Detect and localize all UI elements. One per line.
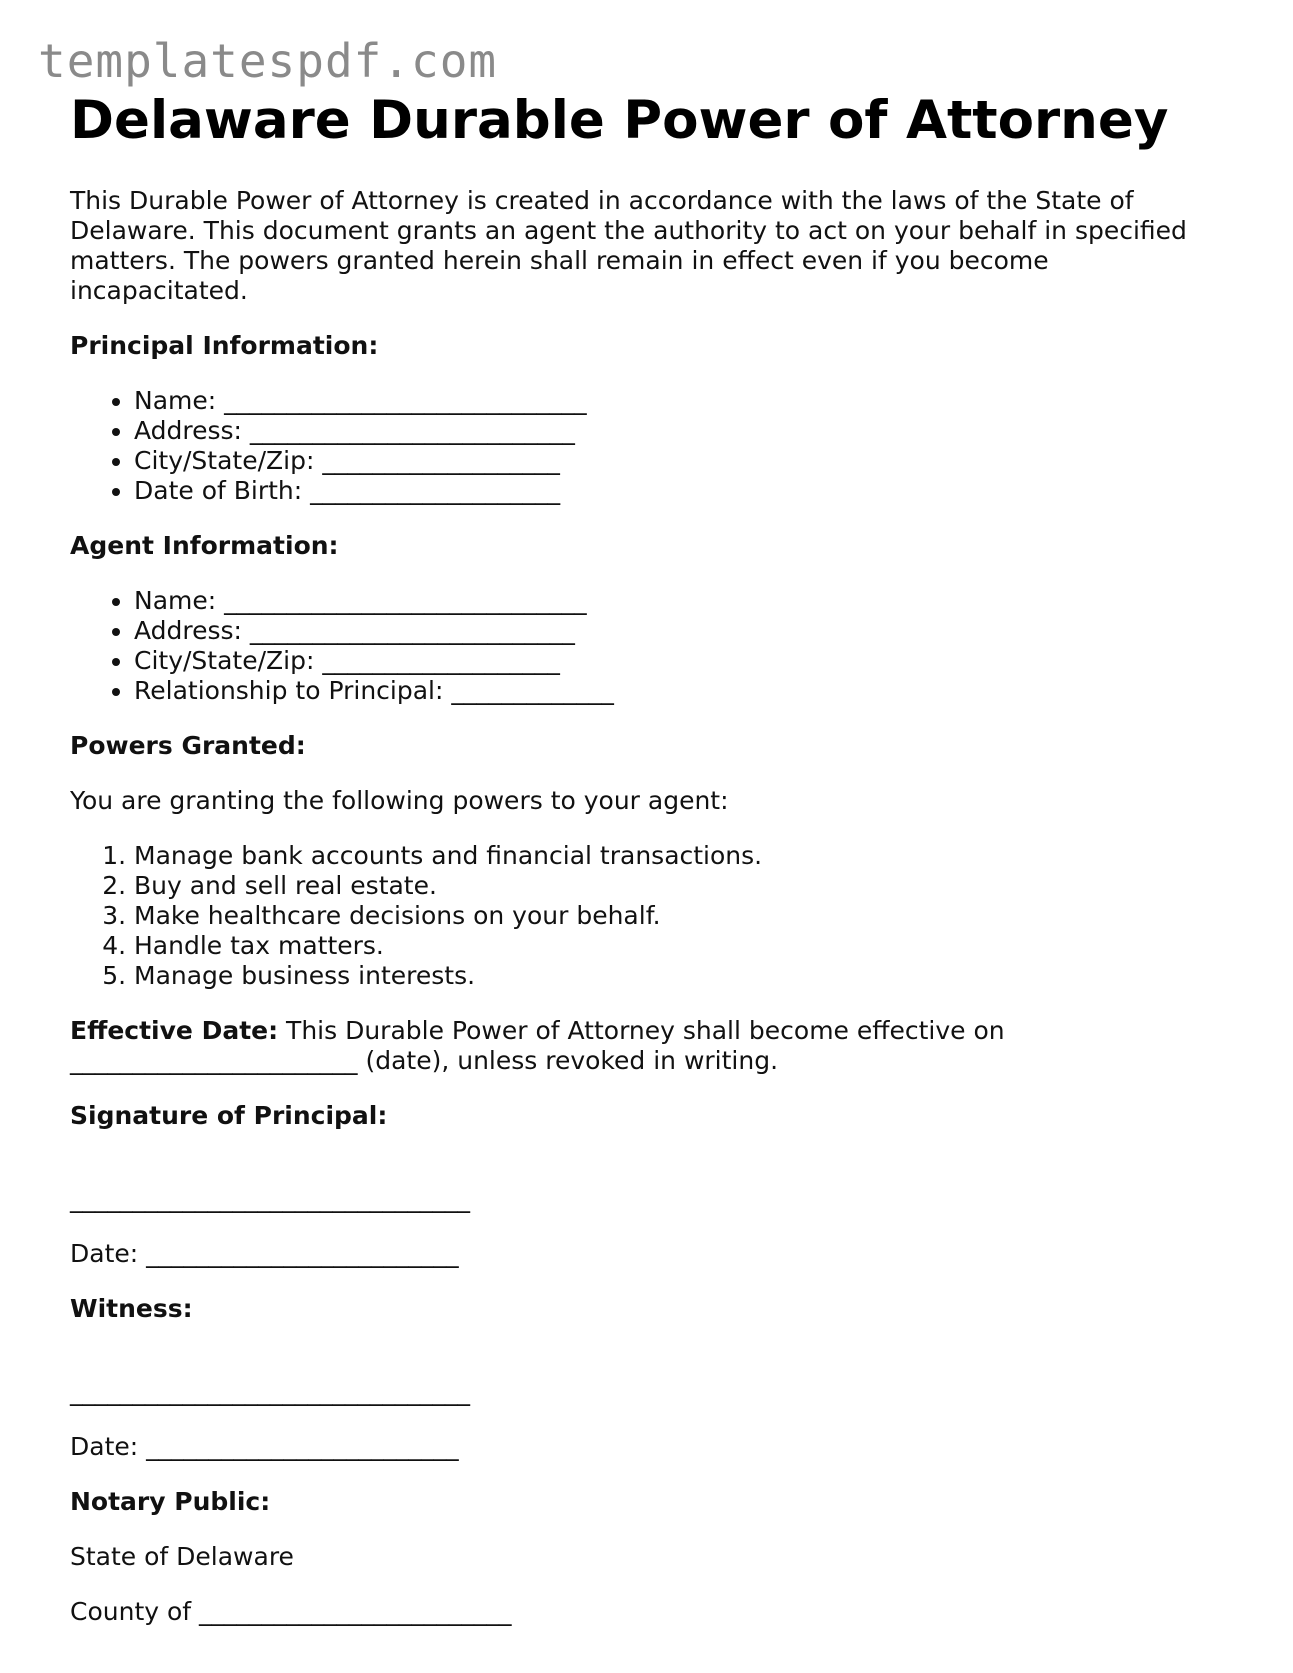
effective-date-text: This Durable Power of Attorney shall become effective on _______________________ (date), unless revoked in writing. (70, 1016, 1005, 1075)
agent-heading: Agent Information: (70, 531, 339, 560)
power-item: 1. Manage bank accounts and financial transactions. (134, 841, 1230, 871)
notary-heading: Notary Public: (70, 1487, 271, 1516)
witness-heading: Witness: (70, 1294, 193, 1323)
power-item: 4. Handle tax matters. (134, 931, 1230, 961)
witness-date: Date: _________________________ (70, 1432, 459, 1461)
agent-relationship-field: • Relationship to Principal: _____________ (134, 676, 1230, 706)
intro-paragraph: This Durable Power of Attorney is created in accordance with the laws of the State of Delaware. This document grants an agent the authority to act on your behalf in specified matters. The powers granted herein shall remain in effect even if you become incapacitated. (70, 186, 1187, 305)
agent-address-field: • Address: __________________________ (134, 616, 1230, 646)
document-title: Delaware Durable Power of Attorney (70, 90, 1169, 151)
effective-date-paragraph (70, 1016, 1110, 1076)
powers-list (70, 841, 1230, 991)
principal-heading: Principal Information: (70, 331, 379, 360)
principal-name-field: • Name: _____________________________ (134, 386, 1230, 416)
agent-name-field: • Name: _____________________________ (134, 586, 1230, 616)
principal-dob-field: • Date of Birth: ____________________ (134, 476, 1230, 506)
watermark: templatespdf.com (38, 34, 498, 88)
agent-city-field: • City/State/Zip: ___________________ (134, 646, 1230, 676)
document-page (70, 86, 1230, 1627)
witness-signature-line: ________________________________ (70, 1377, 470, 1406)
principal-address-field: • Address: __________________________ (134, 416, 1230, 446)
principal-signature-line: ________________________________ (70, 1184, 470, 1213)
notary-county: County of _________________________ (70, 1597, 512, 1626)
agent-fields (70, 586, 1230, 706)
principal-city-field: • City/State/Zip: ___________________ (134, 446, 1230, 476)
principal-fields (70, 386, 1230, 506)
power-item: 2. Buy and sell real estate. (134, 871, 1230, 901)
effective-date-label: Effective Date: (70, 1016, 279, 1045)
notary-state: State of Delaware (70, 1542, 294, 1571)
powers-heading: Powers Granted: (70, 731, 306, 760)
principal-signature-date: Date: _________________________ (70, 1239, 459, 1268)
powers-intro: You are granting the following powers to your agent: (70, 786, 729, 815)
principal-signature-heading: Signature of Principal: (70, 1101, 388, 1130)
power-item: 3. Make healthcare decisions on your behalf. (134, 901, 1230, 931)
power-item: 5. Manage business interests. (134, 961, 1230, 991)
